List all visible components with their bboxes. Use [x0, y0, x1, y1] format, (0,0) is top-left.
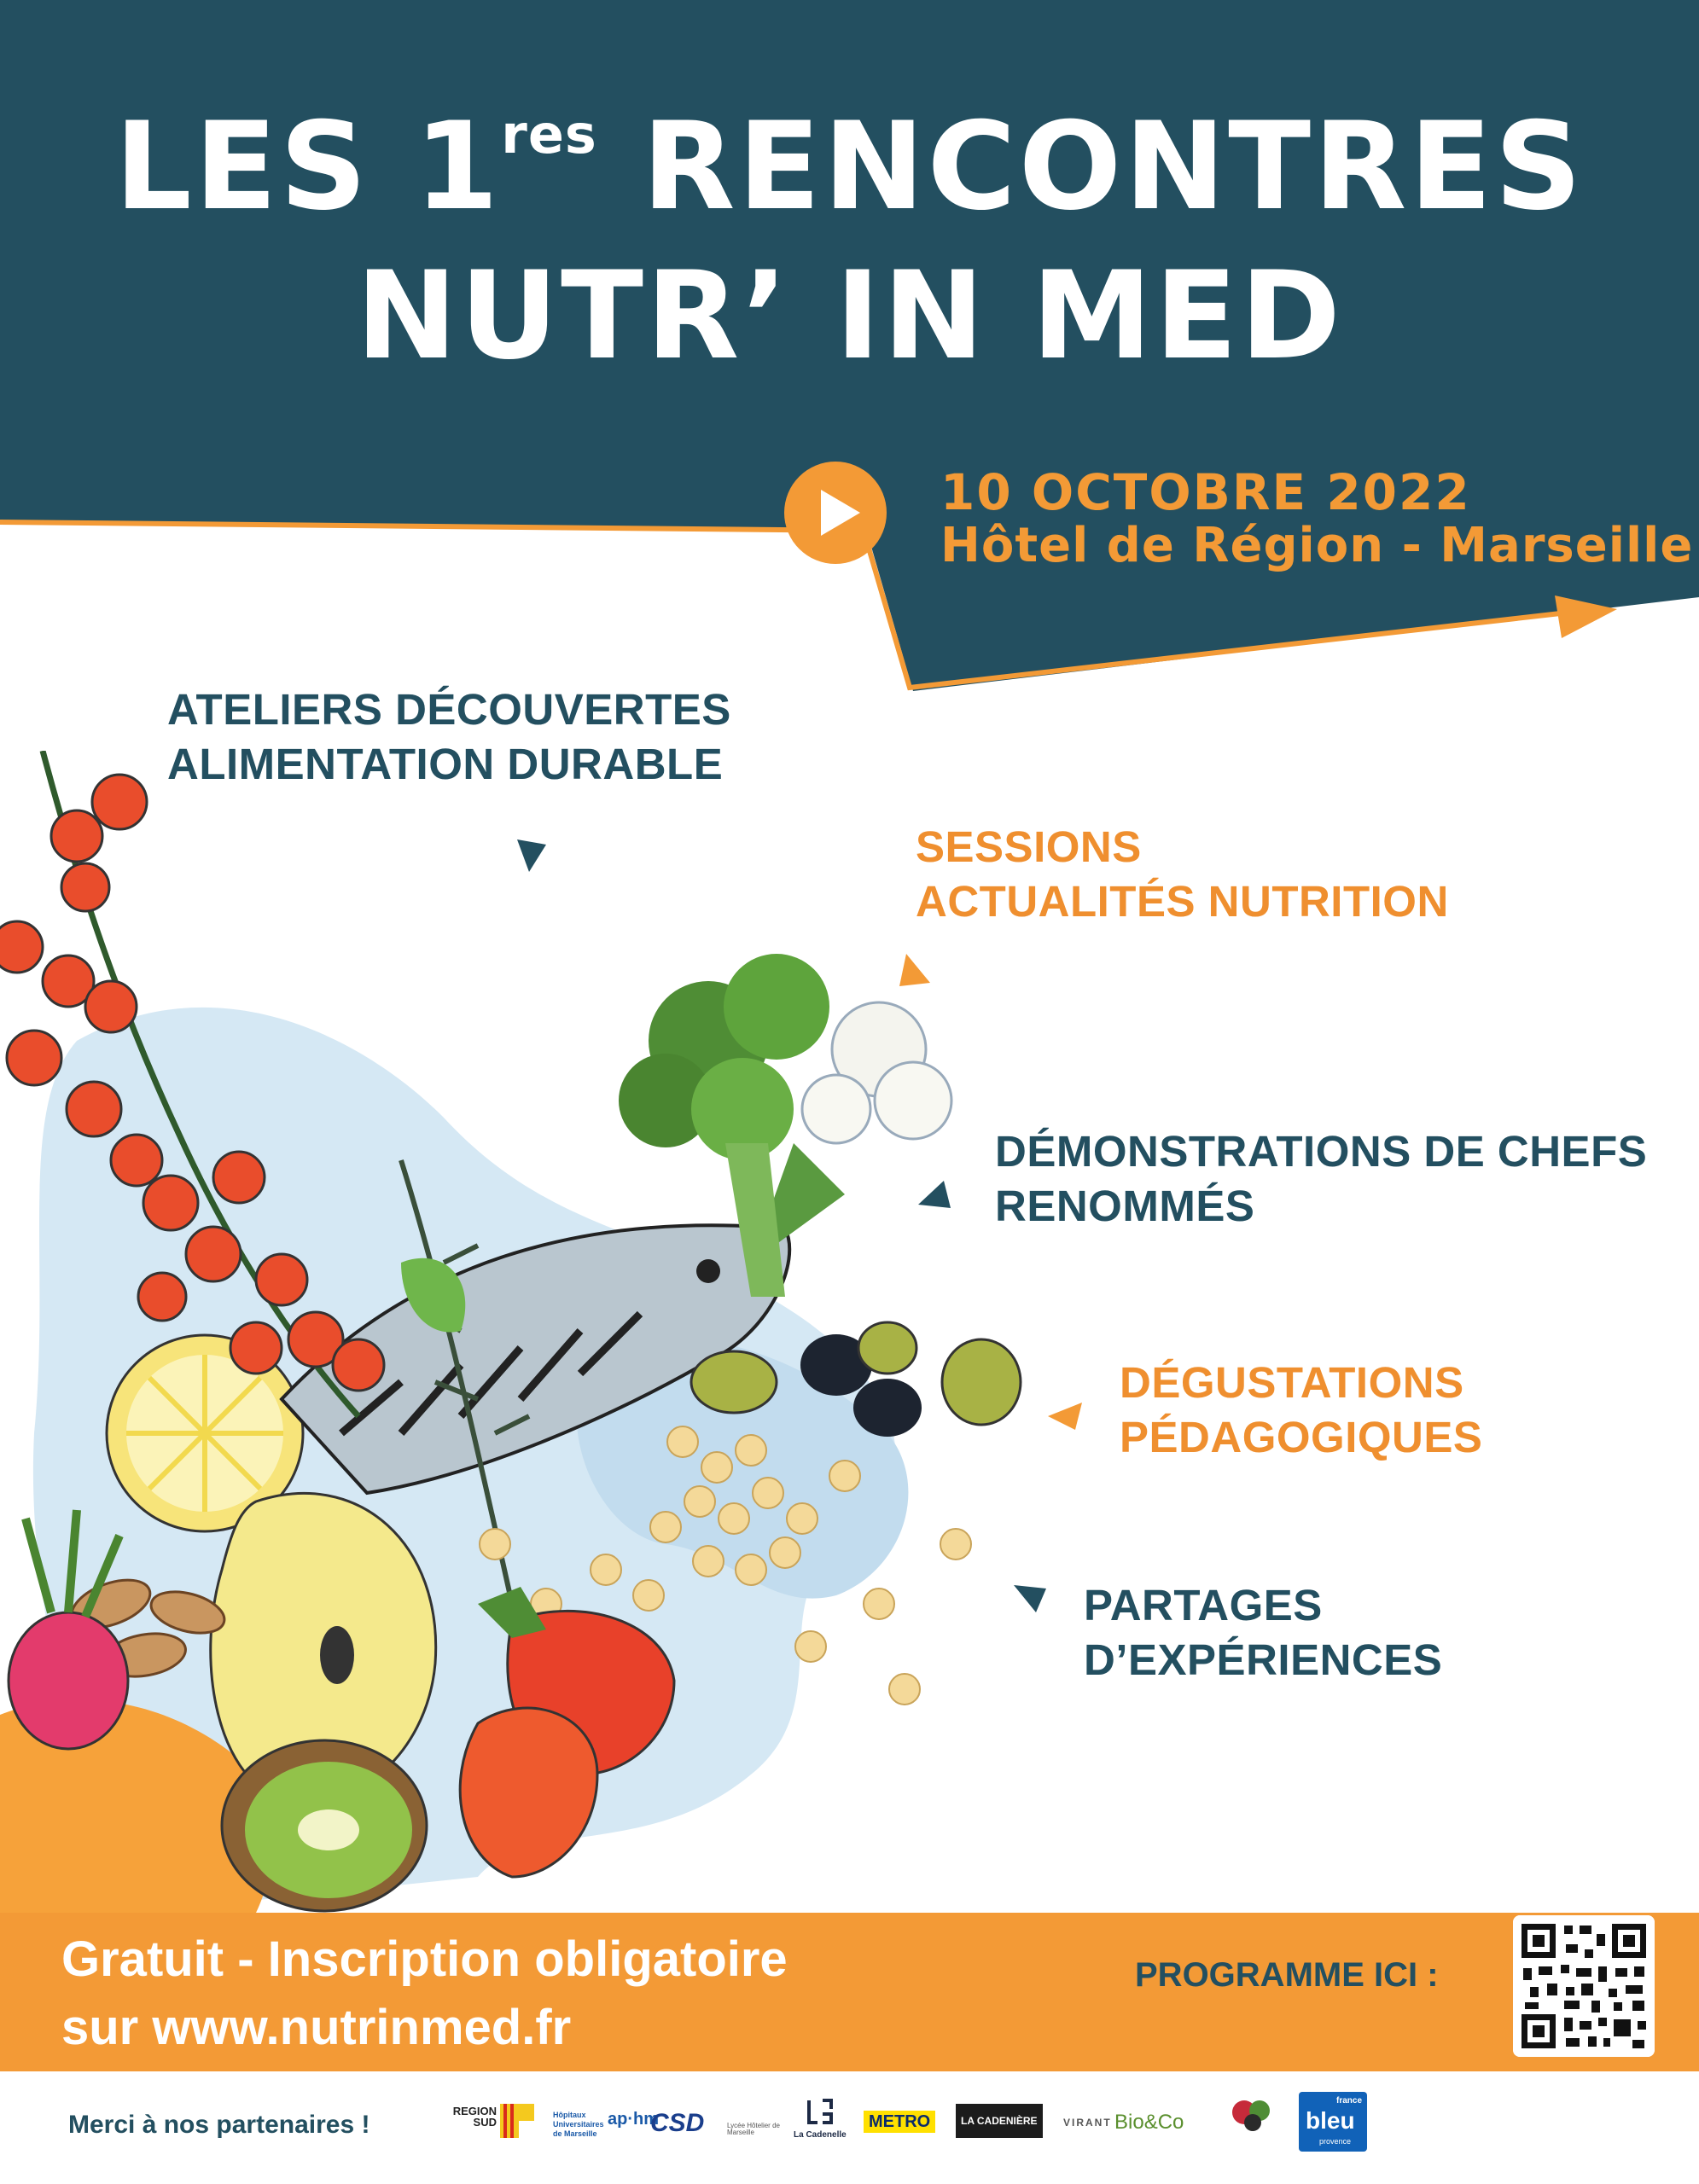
logo-csd: CSD	[650, 2109, 705, 2137]
title-line-2: NUTR’ IN MED	[355, 246, 1344, 386]
event-date: 10 OCTOBRE 2022	[940, 463, 1471, 521]
partners-thanks: Merci à nos partenaires !	[68, 2111, 370, 2139]
logo-bio-co: Bio&Co	[1114, 2111, 1184, 2134]
triangle-pointer-icon	[898, 954, 932, 988]
cadenelle-logo-icon	[806, 2097, 835, 2126]
qr-code-icon[interactable]	[1513, 1915, 1655, 2057]
logo-virant: VIRANT	[1063, 2117, 1112, 2129]
activity-degustations: DÉGUSTATIONS PÉDAGOGIQUES	[1120, 1358, 1483, 1461]
triangle-pointer-icon	[517, 839, 548, 874]
triangle-pointer-icon	[1046, 1401, 1084, 1432]
activity-sessions: SESSIONS ACTUALITÉS NUTRITION	[916, 822, 1449, 926]
logo-metro: METRO	[864, 2111, 935, 2133]
logo-la-cadenelle: La Cadenelle	[794, 2130, 847, 2140]
activity-ateliers: ATELIERS DÉCOUVERTES ALIMENTATION DURABLE	[167, 685, 731, 788]
logo-france-bleu: france bleu provence	[1299, 2092, 1367, 2152]
play-icon	[783, 461, 887, 565]
title-line-1: LES 1res RENCONTRES	[114, 96, 1585, 237]
logo-la-cadeniere: LA CADENIÈRE	[956, 2104, 1043, 2138]
logo-aphm: ap·hm	[608, 2110, 659, 2129]
logo-hopitaux: Hôpitaux Universitaires de Marseille	[553, 2111, 604, 2138]
programme-label: PROGRAMME ICI :	[1135, 1956, 1439, 1994]
activity-demonstrations: DÉMONSTRATIONS DE CHEFS RENOMMÉS	[995, 1127, 1648, 1230]
cuisines-logo-icon	[1229, 2095, 1277, 2138]
registration-url[interactable]: sur www.nutrinmed.fr	[61, 2000, 572, 2055]
activity-partages: PARTAGES D’EXPÉRIENCES	[1084, 1581, 1443, 1684]
logo-lycee-hotelier: Lycée Hôtelier de Marseille	[727, 2122, 780, 2136]
registration-line-1: Gratuit - Inscription obligatoire	[61, 1931, 788, 1987]
region-flag-icon	[500, 2104, 534, 2138]
triangle-pointer-icon	[916, 1181, 952, 1210]
event-venue: Hôtel de Région - Marseille	[940, 518, 1694, 573]
triangle-pointer-icon	[1014, 1585, 1048, 1614]
food-illustration	[0, 751, 1058, 1913]
logo-region-sud: REGION SUD	[452, 2105, 497, 2129]
